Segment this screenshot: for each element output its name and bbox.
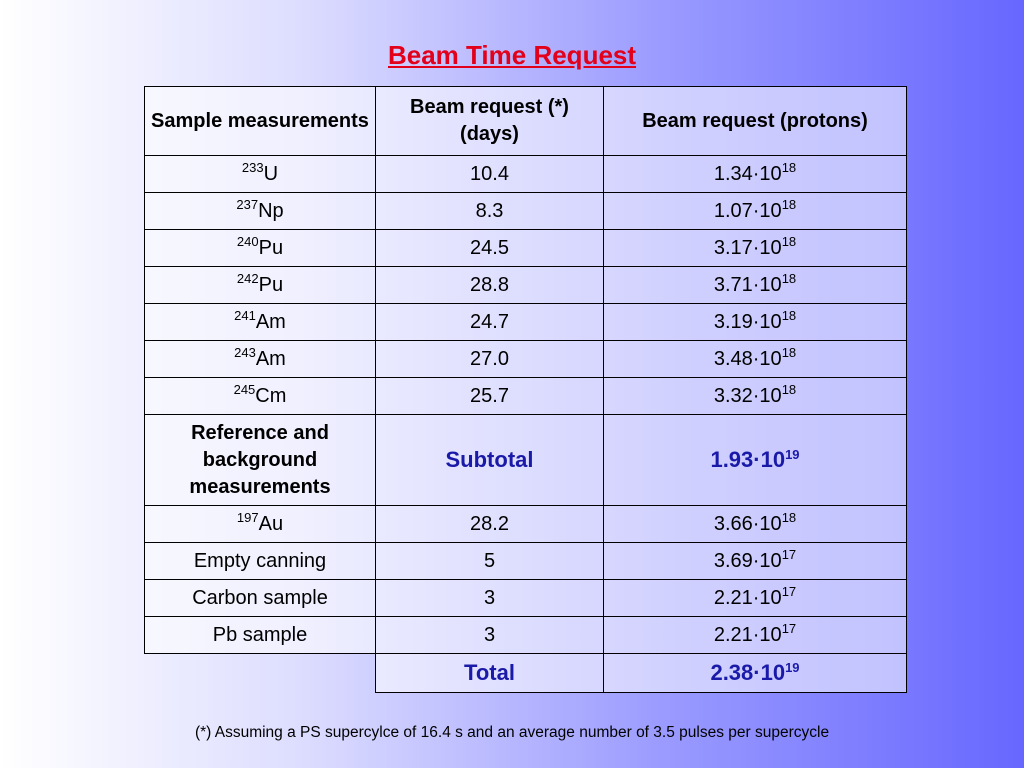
table-row <box>145 156 907 193</box>
protons-exponent: 18 <box>781 307 797 323</box>
subtotal-label: Subtotal <box>445 446 534 472</box>
subtotal-value <box>710 447 799 472</box>
table-row <box>145 378 907 415</box>
protons-exponent: 17 <box>781 546 797 562</box>
days-cell <box>376 156 604 193</box>
table-row <box>145 341 907 378</box>
subtotal-mantissa: 1.93·10 <box>710 446 786 472</box>
protons-mantissa: 1.34·10 <box>713 162 782 185</box>
days-cell <box>376 543 604 580</box>
header-days: Beam request (*) (days) <box>376 87 604 156</box>
sample-name: U <box>263 162 279 185</box>
protons-cell <box>604 341 907 378</box>
sample-name: Pb sample <box>212 623 308 646</box>
slide-title: Beam Time Request <box>387 40 637 70</box>
table-row <box>145 267 907 304</box>
subtotal-label-cell <box>376 415 604 506</box>
protons-cell <box>604 230 907 267</box>
subtotal-exponent: 19 <box>785 446 800 462</box>
sample-cell <box>145 543 376 580</box>
reference-section-label <box>145 415 376 506</box>
protons-exponent: 18 <box>781 270 797 286</box>
protons-exponent: 17 <box>781 620 797 636</box>
sample-cell <box>145 156 376 193</box>
sample-name: Cm <box>255 384 287 407</box>
header-protons: Beam request (protons) <box>604 87 907 156</box>
protons-exponent: 18 <box>781 159 797 175</box>
days-value: 24.7 <box>470 310 509 333</box>
protons-mantissa: 3.32·10 <box>713 384 782 407</box>
days-cell <box>376 304 604 341</box>
header-row <box>145 87 907 156</box>
sample-name: Pu <box>258 236 284 259</box>
sample-name: Pu <box>258 273 284 296</box>
days-value: 24.5 <box>470 236 509 259</box>
footnote: (*) Assuming a PS supercylce of 16.4 s and an average number of 3.5 pulses per supercycle <box>194 724 830 741</box>
reference-label-text: Reference and background measurements <box>189 421 331 498</box>
protons-mantissa: 2.21·10 <box>713 586 782 609</box>
total-value-cell <box>604 654 907 693</box>
protons-cell <box>604 193 907 230</box>
total-row <box>145 654 907 693</box>
protons-mantissa: 2.21·10 <box>713 623 782 646</box>
days-value: 28.8 <box>470 273 509 296</box>
sample-name: Au <box>258 512 284 535</box>
sample-name: Np <box>258 199 284 222</box>
sample-cell <box>145 580 376 617</box>
protons-cell <box>604 543 907 580</box>
table-row <box>145 543 907 580</box>
isotope-mass: 243 <box>234 344 256 360</box>
protons-cell <box>604 156 907 193</box>
days-value: 8.3 <box>475 199 504 222</box>
protons-exponent: 18 <box>781 381 797 397</box>
protons-cell <box>604 617 907 654</box>
isotope-mass: 197 <box>236 509 259 525</box>
sample-name: Carbon sample <box>192 586 328 609</box>
table-row <box>145 230 907 267</box>
isotope-mass: 242 <box>236 270 259 286</box>
protons-mantissa: 3.69·10 <box>713 549 782 572</box>
days-value: 5 <box>483 549 496 572</box>
days-value: 28.2 <box>470 512 509 535</box>
subtotal-row <box>145 415 907 506</box>
protons-exponent: 18 <box>781 344 797 360</box>
table-row <box>145 506 907 543</box>
days-cell <box>376 580 604 617</box>
protons-mantissa: 3.48·10 <box>713 347 782 370</box>
protons-mantissa: 1.07·10 <box>713 199 782 222</box>
total-mantissa: 2.38·10 <box>710 659 786 685</box>
total-label-cell <box>376 654 604 693</box>
days-cell <box>376 193 604 230</box>
isotope-mass: 233 <box>241 159 264 175</box>
isotope-mass: 245 <box>233 381 256 397</box>
sample-cell <box>145 378 376 415</box>
protons-exponent: 18 <box>781 196 797 212</box>
protons-mantissa: 3.17·10 <box>713 236 782 259</box>
days-cell <box>376 230 604 267</box>
isotope-mass: 240 <box>236 233 259 249</box>
days-cell <box>376 341 604 378</box>
days-cell <box>376 617 604 654</box>
protons-cell <box>604 267 907 304</box>
days-value: 3 <box>483 586 496 609</box>
total-exponent: 19 <box>785 659 800 675</box>
isotope-mass: 241 <box>234 307 256 323</box>
sample-cell <box>145 341 376 378</box>
days-value: 3 <box>483 623 496 646</box>
total-blank-cell <box>145 654 376 693</box>
total-value <box>710 660 799 685</box>
sample-cell <box>145 267 376 304</box>
sample-cell <box>145 304 376 341</box>
subtotal-value-cell <box>604 415 907 506</box>
protons-exponent: 17 <box>781 583 797 599</box>
protons-exponent: 18 <box>781 233 797 249</box>
table-row <box>145 580 907 617</box>
days-cell <box>376 506 604 543</box>
protons-cell <box>604 506 907 543</box>
days-cell <box>376 267 604 304</box>
table-row <box>145 617 907 654</box>
sample-name: Empty canning <box>193 549 327 572</box>
days-value: 10.4 <box>470 162 509 185</box>
table-row <box>145 193 907 230</box>
days-value: 27.0 <box>470 347 509 370</box>
total-label: Total <box>464 659 515 685</box>
protons-mantissa: 3.66·10 <box>713 512 782 535</box>
sample-cell <box>145 193 376 230</box>
days-cell <box>376 378 604 415</box>
sample-cell <box>145 617 376 654</box>
protons-mantissa: 3.71·10 <box>713 273 782 296</box>
protons-cell <box>604 304 907 341</box>
header-sample: Sample measurements <box>145 87 376 156</box>
protons-exponent: 18 <box>781 509 797 525</box>
table-row <box>145 304 907 341</box>
days-value: 25.7 <box>470 384 509 407</box>
beam-request-table <box>144 86 907 693</box>
sample-cell <box>145 230 376 267</box>
sample-name: Am <box>255 347 286 370</box>
protons-cell <box>604 580 907 617</box>
protons-mantissa: 3.19·10 <box>713 310 782 333</box>
protons-cell <box>604 378 907 415</box>
sample-cell <box>145 506 376 543</box>
sample-name: Am <box>255 310 286 333</box>
isotope-mass: 237 <box>236 196 259 212</box>
